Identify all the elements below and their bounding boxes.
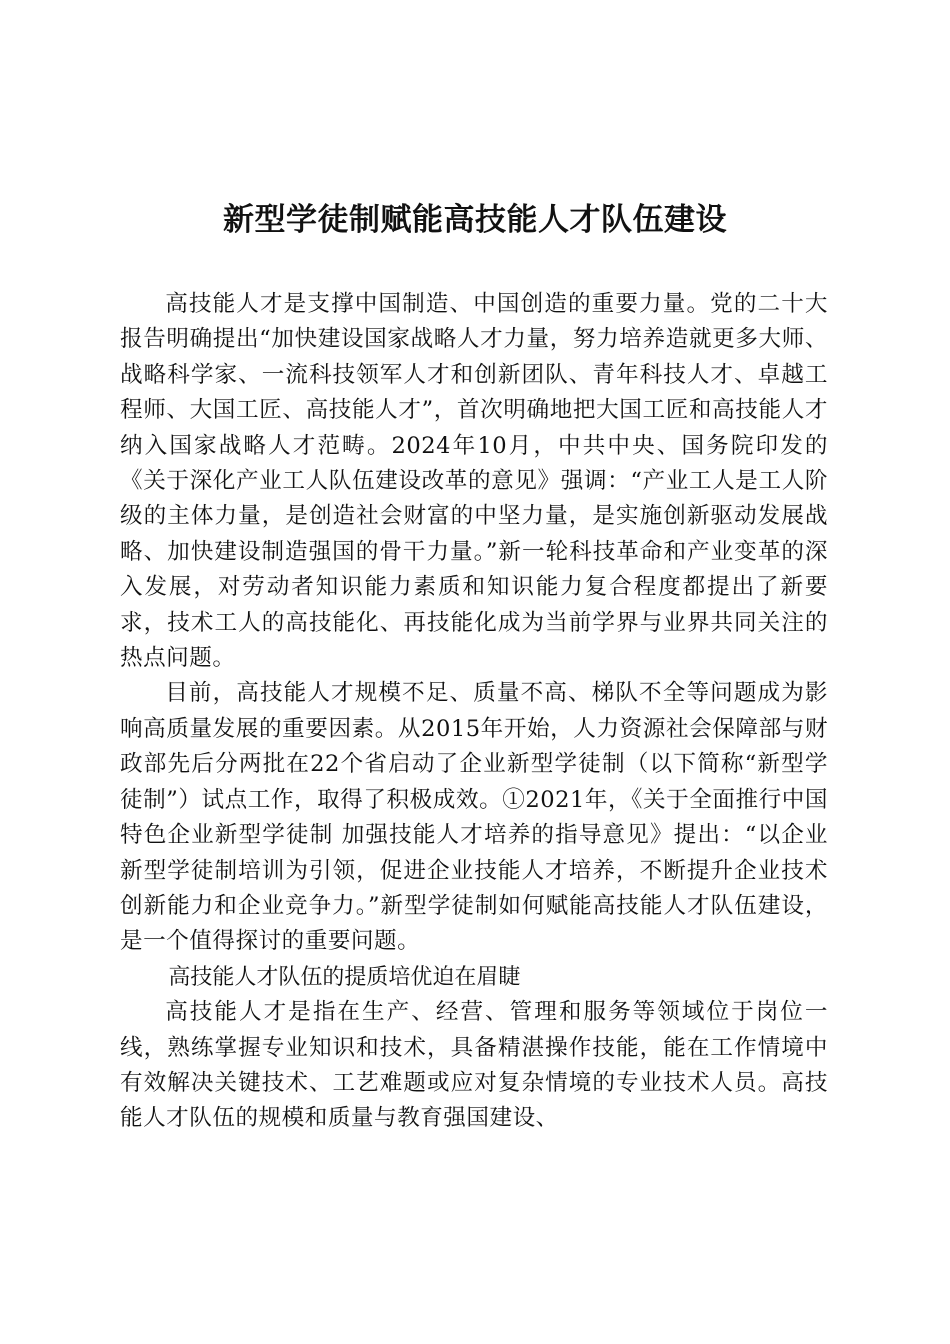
document-title: 新型学徒制赋能高技能人才队伍建设: [223, 202, 727, 238]
body-paragraph-2: 目前，高技能人才规模不足、质量不高、梯队不全等问题成为影响高质量发展的重要因素。从2015年开始，人力资源社会保障部与财政部先后分两批在22个省启动了企业新型学徒制（以下简称“新型学徒制”）试点工作，取得了积极成效。①2021年，《关于全面推行中国特色企业新型学徒制 加强技能人才培养的指导意见》提出：“以企业新型学徒制培训为引领，促进企业技能人才培养，不断提升企业技术创新能力和企业竞争力。”新型学徒制如何赋能高技能人才队伍建设，是一个值得探讨的重要问题。: [120, 680, 828, 955]
document-body: [120, 287, 828, 1137]
body-paragraph-1: 高技能人才是支撑中国制造、中国创造的重要力量。党的二十大报告明确提出“加快建设国家战略人才力量，努力培养造就更多大师、战略科学家、一流科技领军人才和创新团队、青年科技人才、卓越工程师、大国工匠、高技能人才”，首次明确地把大国工匠和高技能人才纳入国家战略人才范畴。2024年10月，中共中央、国务院印发的《关于深化产业工人队伍建设改革的意见》强调：“产业工人是工人阶级的主体力量，是创造社会财富的中坚力量，是实施创新驱动发展战略、加快建设制造强国的骨干力量。”新一轮科技革命和产业变革的深入发展，对劳动者知识能力素质和知识能力复合程度都提出了新要求，技术工人的高技能化、再技能化成为当前学界与业界共同关注的热点问题。: [120, 291, 828, 672]
section-paragraph: 高技能人才是指在生产、经营、管理和服务等领域位于岗位一线，熟练掌握专业知识和技术，具备精湛操作技能，能在工作情境中有效解决关键技术、工艺难题或应对复杂情境的专业技术人员。高技能人才队伍的规模和质量与教育强国建设、: [120, 999, 828, 1132]
section-heading: 高技能人才队伍的提质培优迫在眉睫: [168, 964, 521, 990]
